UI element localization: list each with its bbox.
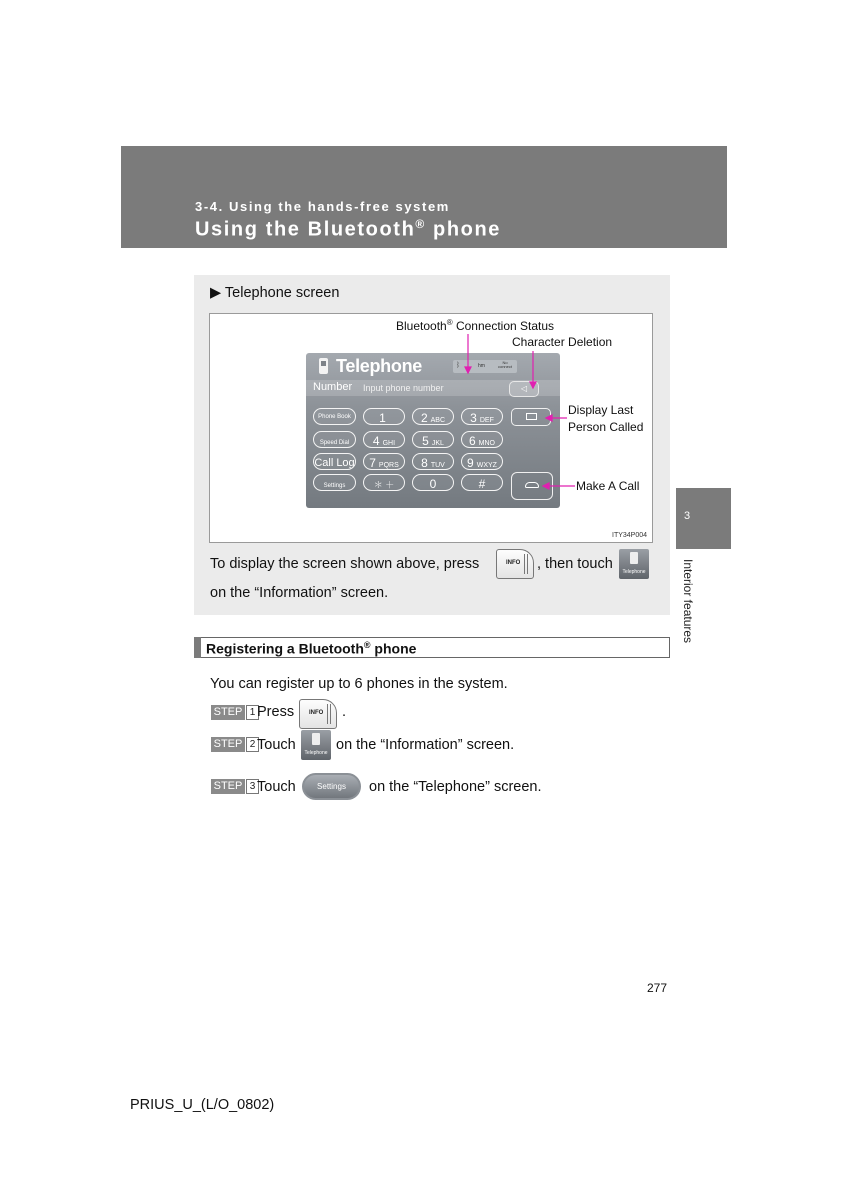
keypad-key: [363, 408, 405, 425]
info-button-label: INFO: [309, 710, 324, 716]
step-1-text: Press: [257, 704, 295, 720]
keypad-key: [412, 453, 454, 470]
instruction-text-end: on the “Information” screen.: [210, 585, 389, 601]
section-heading-text: Registering a Bluetooth: [206, 640, 364, 657]
callout-character-deletion: Character Deletion: [512, 335, 613, 349]
callout-bluetooth-text: Bluetooth: [396, 319, 447, 333]
page-title-suffix: phone: [425, 218, 501, 241]
step-tag: STEP: [211, 779, 245, 794]
step-tag: STEP: [211, 737, 245, 752]
key-digit: #: [478, 477, 486, 491]
key-letters: GHI: [382, 440, 396, 447]
key-letters: MNO: [478, 440, 496, 447]
telephone-screen-heading: ▶ Telephone screen: [210, 285, 340, 301]
key-letters: ABC: [430, 417, 446, 424]
keypad-key: [461, 474, 503, 491]
status-no-connect: No connect: [497, 360, 512, 369]
callout-make-a-call: Make A Call: [576, 479, 640, 493]
step-number: 2: [246, 737, 259, 752]
speed-dial-label: Speed Dial: [319, 440, 350, 446]
keypad-key: [412, 474, 454, 491]
character-delete-button: ◁: [509, 381, 539, 397]
info-button-icon: [299, 699, 337, 729]
key-digit: ＊ ＋: [373, 480, 395, 490]
section-heading-accent: [194, 637, 201, 658]
telephone-button-label: Telephone: [622, 569, 646, 575]
chapter-tab-label: Interior features: [681, 559, 695, 644]
status-hm: hm: [478, 363, 485, 369]
chapter-tab-number: 3: [684, 510, 691, 522]
key-letters: TUV: [430, 462, 445, 469]
make-call-button: [511, 472, 553, 500]
key-digit: 6: [468, 434, 476, 448]
keypad-key: [412, 408, 454, 425]
phone-icon: [319, 358, 328, 374]
settings-button-icon: Settings: [302, 773, 361, 800]
speed-dial-button: [313, 431, 356, 448]
step-tag: STEP: [211, 705, 245, 720]
instruction-text-then: , then touch: [537, 556, 613, 572]
callout-bluetooth-status: [396, 318, 554, 333]
step-3-text: Touch: [257, 779, 296, 795]
key-digit: 5: [422, 434, 429, 448]
key-digit: 2: [420, 411, 428, 425]
step-2-text: Touch: [257, 737, 296, 753]
telephone-screen-title: Telephone: [336, 356, 422, 376]
number-input: Input phone number: [363, 383, 444, 393]
keypad-key: [363, 431, 405, 448]
figure-code: ITY34P004: [612, 532, 648, 539]
key-letters: DEF: [479, 417, 494, 424]
page-number: 277: [647, 981, 668, 995]
callout-display-last-line2: Person Called: [568, 420, 644, 434]
page-title-registered-mark: ®: [415, 217, 426, 231]
key-letters: PQRS: [378, 462, 399, 469]
phone-book-button: [313, 408, 356, 425]
number-label: Number: [313, 381, 353, 393]
settings-screen-button: [313, 474, 356, 491]
keypad-key: [412, 431, 454, 448]
keypad-key: [461, 408, 503, 425]
bluetooth-icon: ᛒ: [456, 362, 461, 369]
telephone-button-label: Telephone: [304, 750, 328, 756]
page-title-text: Using the Bluetooth: [195, 218, 416, 241]
telephone-screen-image: [306, 353, 560, 508]
key-digit: 8: [421, 456, 428, 470]
keypad-key: [461, 453, 503, 470]
keypad-key: [363, 474, 405, 491]
step-1-period: .: [342, 704, 347, 720]
step-number: 1: [246, 705, 259, 720]
section-heading: [206, 640, 416, 657]
key-digit: 9: [467, 456, 474, 470]
keypad-key: [363, 453, 405, 470]
settings-screen-label: Settings: [323, 483, 346, 489]
step-number: 3: [246, 779, 259, 794]
telephone-button-icon: [619, 549, 649, 579]
section-intro: You can register up to 6 phones in the system.: [210, 676, 508, 692]
page-title: [195, 217, 501, 242]
instruction-text: To display the screen shown above, press: [210, 556, 480, 572]
keypad-key: [461, 431, 503, 448]
info-button-label: INFO: [506, 560, 521, 566]
handset-icon: [525, 482, 539, 488]
key-digit: 4: [372, 434, 380, 448]
key-digit: 0: [429, 477, 437, 491]
telephone-button-icon: [301, 730, 331, 760]
phone-icon: [312, 733, 320, 745]
phone-icon: [630, 552, 638, 564]
callout-registered-mark: ®: [446, 318, 453, 327]
section-heading-registered-mark: ®: [363, 640, 371, 650]
key-letters: WXYZ: [476, 462, 497, 469]
display-last-called-button: [511, 408, 551, 426]
section-heading-suffix: phone: [370, 640, 417, 657]
callout-display-last-line1: Display Last: [568, 403, 634, 417]
call-log-button: [313, 453, 356, 470]
bluetooth-connection-status: [453, 360, 517, 373]
call-log-label: Call Log: [314, 457, 355, 469]
section-label: 3-4. Using the hands-free system: [195, 199, 450, 214]
callout-bluetooth-suffix: Connection Status: [452, 319, 555, 333]
key-digit: 3: [470, 411, 477, 425]
key-letters: JKL: [431, 440, 444, 447]
footer-code: PRIUS_U_(L/O_0802): [130, 1097, 275, 1113]
step-2-text-after: on the “Information” screen.: [336, 737, 515, 753]
info-button-icon: [496, 549, 534, 579]
phone-book-label: Phone Book: [318, 414, 351, 420]
key-digit: 7: [369, 456, 376, 470]
key-digit: 1: [379, 411, 386, 425]
window-icon: [526, 413, 537, 420]
step-3-text-after: on the “Telephone” screen.: [369, 779, 542, 795]
